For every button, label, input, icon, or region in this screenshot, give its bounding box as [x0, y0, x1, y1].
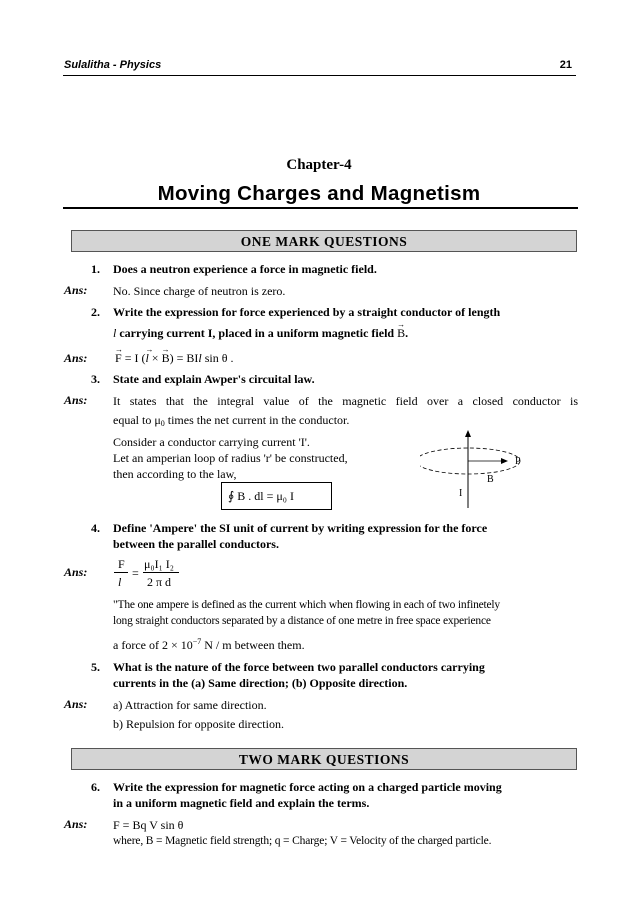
- period: .: [405, 326, 409, 340]
- question-number: 2.: [91, 305, 100, 319]
- force-value: 2 × 10: [161, 638, 193, 652]
- question-text-line2: currents in the (a) Same direction; (b) Opposite direction.: [113, 676, 408, 690]
- mu-subscript: 0: [160, 419, 165, 428]
- current-i-label: I: [459, 488, 463, 499]
- chapter-title: Moving Charges and Magnetism: [157, 182, 481, 205]
- question-text: Define 'Ampere' the SI unit of current by writing expression for the force: [113, 521, 488, 535]
- explanation-line: then according to the law,: [113, 467, 237, 481]
- question-text-line2: between the parallel conductors.: [113, 537, 279, 551]
- length-symbol: l: [113, 326, 117, 340]
- question-text: Write the expression for magnetic force acting on a charged particle moving: [113, 780, 502, 794]
- answer-label: Ans:: [64, 283, 88, 297]
- question-text: State and explain Awper's circuital law.: [113, 372, 315, 386]
- length-symbol: l: [198, 351, 202, 365]
- current-arrowhead: [465, 430, 471, 437]
- point-p-label: P: [515, 456, 521, 467]
- answer-text-part: times the net current in the conductor.: [164, 413, 350, 427]
- text-part: between them.: [231, 638, 305, 652]
- page-number: 21: [559, 59, 572, 71]
- ampere-definition-line3: [113, 633, 305, 654]
- mu-symbol: μ: [154, 413, 161, 427]
- force-unit: N / m: [201, 638, 232, 652]
- explanation-line: Consider a conductor carrying current 'I'.: [113, 435, 310, 449]
- ampere-law-formula: ∮ B . dl = μ₀ I: [228, 489, 294, 503]
- amperian-loop-diagram: [420, 428, 540, 512]
- equals-sign: =: [132, 566, 139, 580]
- question-number: 1.: [91, 262, 100, 276]
- cross-symbol: ×: [148, 351, 162, 365]
- text-part: a force of: [113, 638, 162, 652]
- length-vector: → l: [145, 350, 148, 367]
- question-number: 5.: [91, 660, 100, 674]
- section-banner-two-mark: TWO MARK QUESTIONS: [71, 748, 577, 770]
- question-number: 6.: [91, 780, 100, 794]
- fraction-bar: [114, 572, 128, 573]
- answer-option-b: b) Repulsion for opposite direction.: [113, 717, 284, 731]
- formula-part: = I (: [121, 351, 146, 365]
- question-number: 3.: [91, 372, 100, 386]
- radius-arrowhead: [501, 458, 508, 464]
- question-text: Does a neutron experience a force in magnetic field.: [113, 262, 377, 276]
- question-text-line2: [113, 325, 408, 342]
- answer-text: It states that the integral value of the magnetic field over a closed conductor is: [113, 394, 578, 408]
- answer-formula: [115, 350, 233, 367]
- ampere-definition: long straight conductors separated by a distance of one metre in free space experience: [113, 615, 491, 627]
- answer-text-part: equal to: [113, 413, 155, 427]
- fraction-l-denominator: l: [118, 575, 122, 589]
- answer-label: Ans:: [64, 351, 88, 365]
- field-vector: → B: [162, 350, 170, 367]
- field-vector: → B: [397, 325, 405, 342]
- fraction-f-numerator: F: [118, 557, 125, 571]
- section-banner-one-mark: ONE MARK QUESTIONS: [71, 230, 577, 252]
- fraction-denominator: 2 π d: [147, 575, 172, 589]
- formula-part: sin θ .: [201, 351, 234, 365]
- answer-explanation: where, B = Magnetic field strength; q = Charge; V = Velocity of the charged particle.: [113, 835, 492, 847]
- explanation-line: Let an amperian loop of radius 'r' be constructed,: [113, 451, 348, 465]
- answer-label: Ans:: [64, 565, 88, 579]
- question-number: 4.: [91, 521, 100, 535]
- answer-formula: F = Bq V sin θ: [113, 818, 184, 832]
- question-text-continued: carrying current I, placed in a uniform magnetic field: [116, 326, 398, 340]
- running-header-title: Sulalitha - Physics: [64, 59, 162, 71]
- question-text: Write the expression for force experienced by a straight conductor of length: [113, 305, 501, 319]
- chapter-label: Chapter-4: [286, 157, 352, 173]
- question-text: What is the nature of the force between two parallel conductors carrying: [113, 660, 485, 674]
- answer-label: Ans:: [64, 393, 88, 407]
- question-text-line2: in a uniform magnetic field and explain the terms.: [113, 796, 370, 810]
- fraction-numerator: μ₀I₁ I₂: [144, 557, 174, 571]
- answer-label: Ans:: [64, 697, 88, 711]
- answer-option-a: a) Attraction for same direction.: [113, 698, 267, 712]
- exponent: −7: [192, 637, 202, 646]
- answer-label: Ans:: [64, 817, 88, 831]
- fraction-bar: [143, 572, 179, 573]
- formula-part: ) = BI: [169, 351, 199, 365]
- header-rule: [63, 75, 576, 76]
- field-b-label: B: [487, 474, 494, 485]
- title-rule: [63, 207, 578, 209]
- ampere-definition: "The one ampere is defined as the current which when flowing in each of two infinetely: [113, 599, 500, 611]
- force-vector: → F: [115, 350, 122, 367]
- answer-text-line2: [113, 412, 349, 432]
- answer-text: No. Since charge of neutron is zero.: [113, 284, 286, 298]
